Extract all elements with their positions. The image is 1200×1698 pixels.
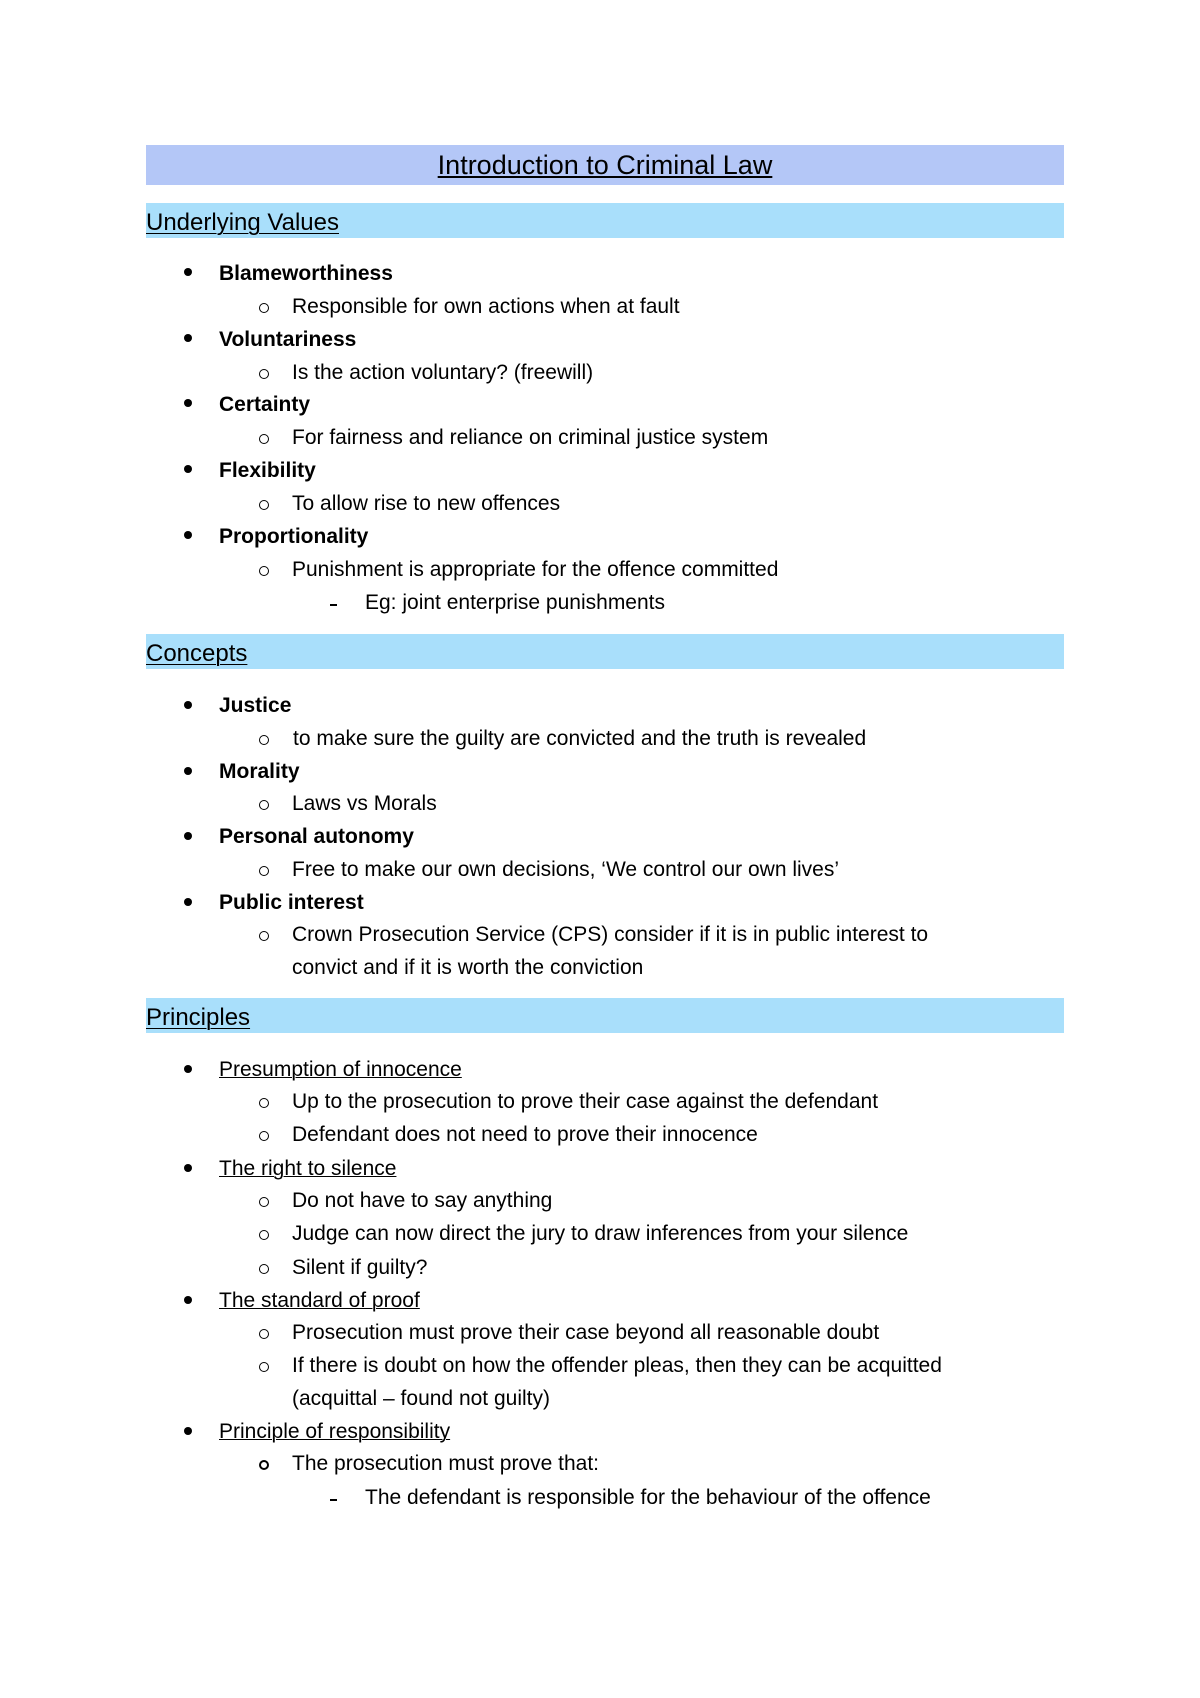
bullet-circle-icon [259, 1329, 269, 1339]
bullet-dot-icon [184, 465, 192, 473]
bullet-dot-icon [184, 1164, 192, 1172]
list-item-flexibility: Flexibility [219, 459, 316, 482]
bullet-dot-icon [184, 531, 192, 539]
sub-item-continued: (acquittal – found not guilty) [292, 1387, 550, 1410]
bullet-dot-icon [184, 1427, 192, 1435]
sub-item-continued: convict and if it is worth the conviction [292, 956, 644, 979]
bullet-circle-icon [259, 500, 269, 510]
bullet-dot-icon [184, 399, 192, 407]
bullet-circle-icon [259, 1460, 269, 1470]
bullet-circle-icon [259, 1098, 269, 1108]
list-item-certainty: Certainty [219, 393, 311, 416]
bullet-dot-icon [184, 767, 192, 775]
bullet-dot-icon [184, 268, 192, 276]
sub-item: Prosecution must prove their case beyond all reasonable doubt [292, 1321, 880, 1344]
section-heading-underlying-values: Underlying Values [146, 203, 1064, 238]
sub-item: Punishment is appropriate for the offence committed [292, 558, 779, 581]
sub-item: Free to make our own decisions, ‘We control our own lives’ [292, 858, 840, 881]
bullet-circle-icon [259, 1362, 269, 1372]
list-item-principle-of-responsibility: Principle of responsibility [219, 1420, 451, 1443]
sub-item: Judge can now direct the jury to draw inferences from your silence [292, 1222, 909, 1245]
sub-item: For fairness and reliance on criminal justice system [292, 426, 769, 449]
list-item-public-interest: Public interest [219, 891, 364, 914]
sub-item: To allow rise to new offences [292, 492, 561, 515]
dash-bullet-icon [330, 1499, 337, 1501]
sub-item: Responsible for own actions when at fault [292, 295, 680, 318]
bullet-circle-icon [259, 1197, 269, 1207]
sub-item: Laws vs Morals [292, 792, 437, 815]
bullet-dot-icon [184, 1296, 192, 1304]
bullet-circle-icon [259, 735, 269, 745]
bullet-circle-icon [259, 434, 269, 444]
bullet-circle-icon [259, 1131, 269, 1141]
sub-item: Crown Prosecution Service (CPS) consider if it is in public interest to [292, 923, 929, 946]
sub-item: to make sure the guilty are convicted and the truth is revealed [293, 727, 867, 750]
sub-item: Defendant does not need to prove their innocence [292, 1123, 758, 1146]
dash-bullet-icon [330, 604, 337, 606]
list-item-voluntariness: Voluntariness [219, 328, 357, 351]
list-item-standard-of-proof: The standard of proof [219, 1289, 420, 1312]
list-item-justice: Justice [219, 694, 292, 717]
list-item-morality: Morality [219, 760, 300, 783]
sub-item: If there is doubt on how the offender pleas, then they can be acquitted [292, 1354, 942, 1377]
bullet-circle-icon [259, 1264, 269, 1274]
list-item-personal-autonomy: Personal autonomy [219, 825, 414, 848]
list-item-blameworthiness: Blameworthiness [219, 262, 393, 285]
bullet-dot-icon [184, 898, 192, 906]
sub-item: Is the action voluntary? (freewill) [292, 361, 594, 384]
list-item-proportionality: Proportionality [219, 525, 369, 548]
bullet-dot-icon [184, 832, 192, 840]
bullet-circle-icon [259, 566, 269, 576]
list-item-presumption-of-innocence: Presumption of innocence [219, 1058, 462, 1081]
sub-item: Silent if guilty? [292, 1256, 428, 1279]
bullet-dot-icon [184, 1065, 192, 1073]
bullet-dot-icon [184, 701, 192, 709]
document-title: Introduction to Criminal Law [146, 145, 1064, 185]
list-item-right-to-silence: The right to silence [219, 1157, 397, 1180]
bullet-circle-icon [259, 369, 269, 379]
sub-sub-item: The defendant is responsible for the behaviour of the offence [365, 1486, 931, 1509]
bullet-circle-icon [259, 931, 269, 941]
bullet-circle-icon [259, 800, 269, 810]
bullet-circle-icon [259, 1230, 269, 1240]
sub-item: Up to the prosecution to prove their case against the defendant [292, 1090, 879, 1113]
section-heading-concepts: Concepts [146, 634, 1064, 669]
bullet-circle-icon [259, 303, 269, 313]
sub-sub-item: Eg: joint enterprise punishments [365, 591, 665, 614]
bullet-circle-icon [259, 866, 269, 876]
bullet-dot-icon [184, 334, 192, 342]
section-heading-principles: Principles [146, 998, 1064, 1033]
sub-item: The prosecution must prove that: [292, 1452, 599, 1475]
sub-item: Do not have to say anything [292, 1189, 553, 1212]
